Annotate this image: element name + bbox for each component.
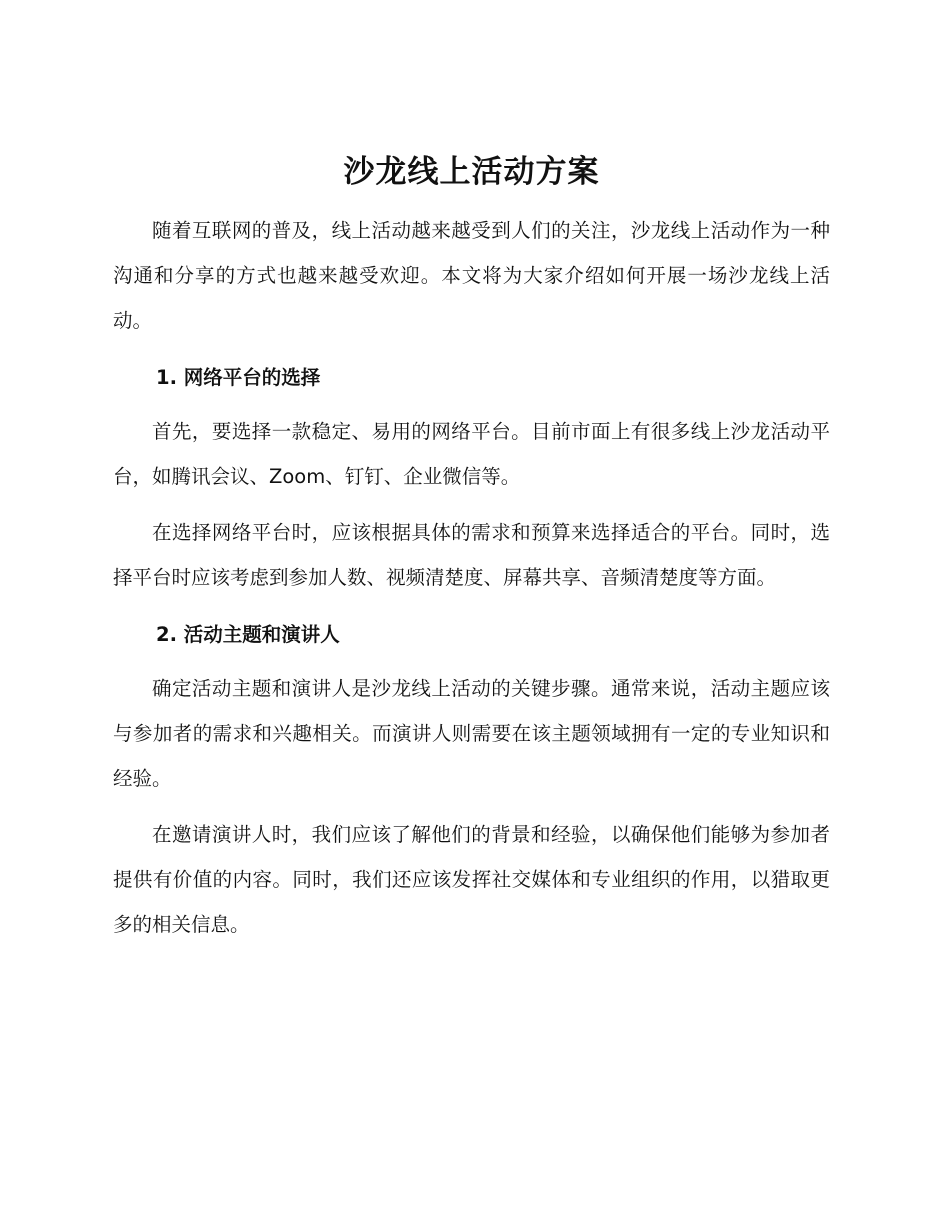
section-heading-theme-speaker: 2. 活动主题和演讲人	[156, 623, 340, 646]
document-title: 沙龙线上活动方案	[343, 154, 600, 190]
section-heading-platform: 1. 网络平台的选择	[156, 366, 321, 389]
section-paragraph: 在选择网络平台时，应该根据具体的需求和预算来选择适合的平台。同时，选择平台时应该考虑到参加人数、视频清楚度、屏幕共享、音频清楚度等方面。	[113, 521, 830, 589]
section-paragraph: 首先，要选择一款稳定、易用的网络平台。目前市面上有很多线上沙龙活动平台，如腾讯会议、Zoom、钉钉、企业微信等。	[113, 420, 830, 488]
section-paragraph: 在邀请演讲人时，我们应该了解他们的背景和经验，以确保他们能够为参加者提供有价值的内容。同时，我们还应该发挥社交媒体和专业组织的作用，以猎取更多的相关信息。	[113, 823, 830, 936]
section-paragraph: 确定活动主题和演讲人是沙龙线上活动的关键步骤。通常来说，活动主题应该与参加者的需求和兴趣相关。而演讲人则需要在该主题领域拥有一定的专业知识和经验。	[113, 677, 830, 790]
intro-paragraph: 随着互联网的普及，线上活动越来越受到人们的关注，沙龙线上活动作为一种沟通和分享的方式也越来越受欢迎。本文将为大家介绍如何开展一场沙龙线上活动。	[113, 219, 830, 332]
